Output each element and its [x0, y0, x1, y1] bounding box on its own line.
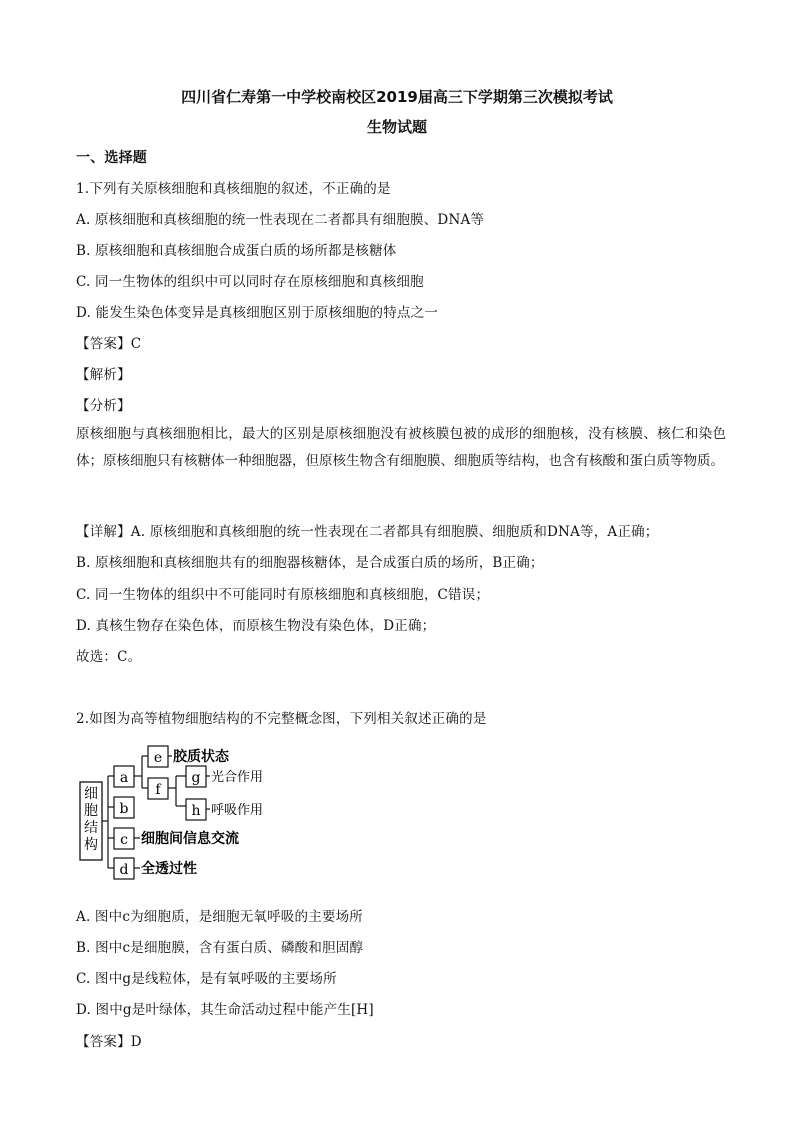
root-char-1: [84, 786, 98, 853]
question-1-detail-b: B. 原核细胞和真核细胞共有的细胞器核糖体，是合成蛋白质的场所，B正确；: [76, 555, 544, 571]
question-1-jiexi-label: 【解析】: [76, 367, 131, 383]
question-1-option-d: D. 能发生染色体变异是真核细胞区别于原核细胞的特点之一: [76, 305, 439, 321]
node-c-desc: 细胞间信息交流: [141, 831, 239, 847]
section-heading: 一、选择题: [76, 150, 147, 166]
cell-structure-concept-map: [76, 738, 296, 888]
node-c-label: c: [120, 832, 128, 848]
root-char: 细: [84, 786, 98, 802]
root-char: 构: [84, 837, 98, 853]
question-1-analysis: 原核细胞与真核细胞相比，最大的区别是原核细胞没有被核膜包被的成形的细胞核，没有核膜、核仁和染色体；原核细胞只有核糖体一种细胞器，但原核生物含有细胞膜、细胞质等结构，也含有核酸和蛋白质等物质。: [76, 426, 726, 469]
node-h-desc: 呼吸作用: [211, 803, 264, 818]
question-1-option-a: A. 原核细胞和真核细胞的统一性表现在二者都具有细胞膜、DNA等: [76, 212, 485, 228]
question-2-option-a: A. 图中c为细胞质，是细胞无氧呼吸的主要场所: [76, 909, 363, 925]
document-title: 四川省仁寿第一中学校南校区2019届高三下学期第三次模拟考试: [181, 88, 613, 106]
node-d-label: d: [119, 862, 129, 878]
question-2-option-c: C. 图中g是线粒体，是有氧呼吸的主要场所: [76, 971, 337, 987]
node-g-label: g: [191, 770, 201, 786]
question-1-detail-a: 【详解】A. 原核细胞和真核细胞的统一性表现在二者都具有细胞膜、细胞质和DNA等，A正确；: [76, 524, 659, 540]
question-1-detail-d: D. 真核生物存在染色体，而原核生物没有染色体，D正确；: [76, 618, 436, 634]
node-a-label: a: [119, 770, 129, 786]
root-char: 结: [84, 820, 98, 836]
question-1-option-b: B. 原核细胞和真核细胞合成蛋白质的场所都是核糖体: [76, 243, 397, 259]
node-e-label: e: [153, 750, 163, 766]
node-g-desc: 光合作用: [211, 770, 264, 785]
node-h-label: h: [191, 803, 201, 819]
question-2-stem: 2.如图为高等植物细胞结构的不完整概念图，下列相关叙述正确的是: [76, 711, 487, 727]
question-2-option-d: D. 图中g是叶绿体，其生命活动过程中能产生[H]: [76, 1002, 374, 1018]
document-subtitle: 生物试题: [366, 118, 427, 136]
node-e-desc: 胶质状态: [173, 749, 229, 765]
question-1-conclusion: 故选：C。: [76, 649, 142, 665]
node-b-label: b: [119, 801, 129, 817]
question-1-stem: 1.下列有关原核细胞和真核细胞的叙述，不正确的是: [76, 181, 391, 197]
question-2-answer: 【答案】D: [76, 1034, 142, 1050]
question-1-answer: 【答案】C: [76, 336, 142, 352]
root-char: 胞: [84, 803, 98, 819]
question-1-fenxi-label: 【分析】: [76, 398, 131, 414]
node-d-desc: 全透过性: [141, 861, 197, 877]
question-1-detail-c: C. 同一生物体的组织中不可能同时有原核细胞和真核细胞，C错误；: [76, 587, 490, 603]
question-2-option-b: B. 图中c是细胞膜，含有蛋白质、磷酸和胆固醇: [76, 940, 364, 956]
node-f-label: f: [155, 782, 161, 798]
question-1-option-c: C. 同一生物体的组织中可以同时存在原核细胞和真核细胞: [76, 274, 424, 290]
